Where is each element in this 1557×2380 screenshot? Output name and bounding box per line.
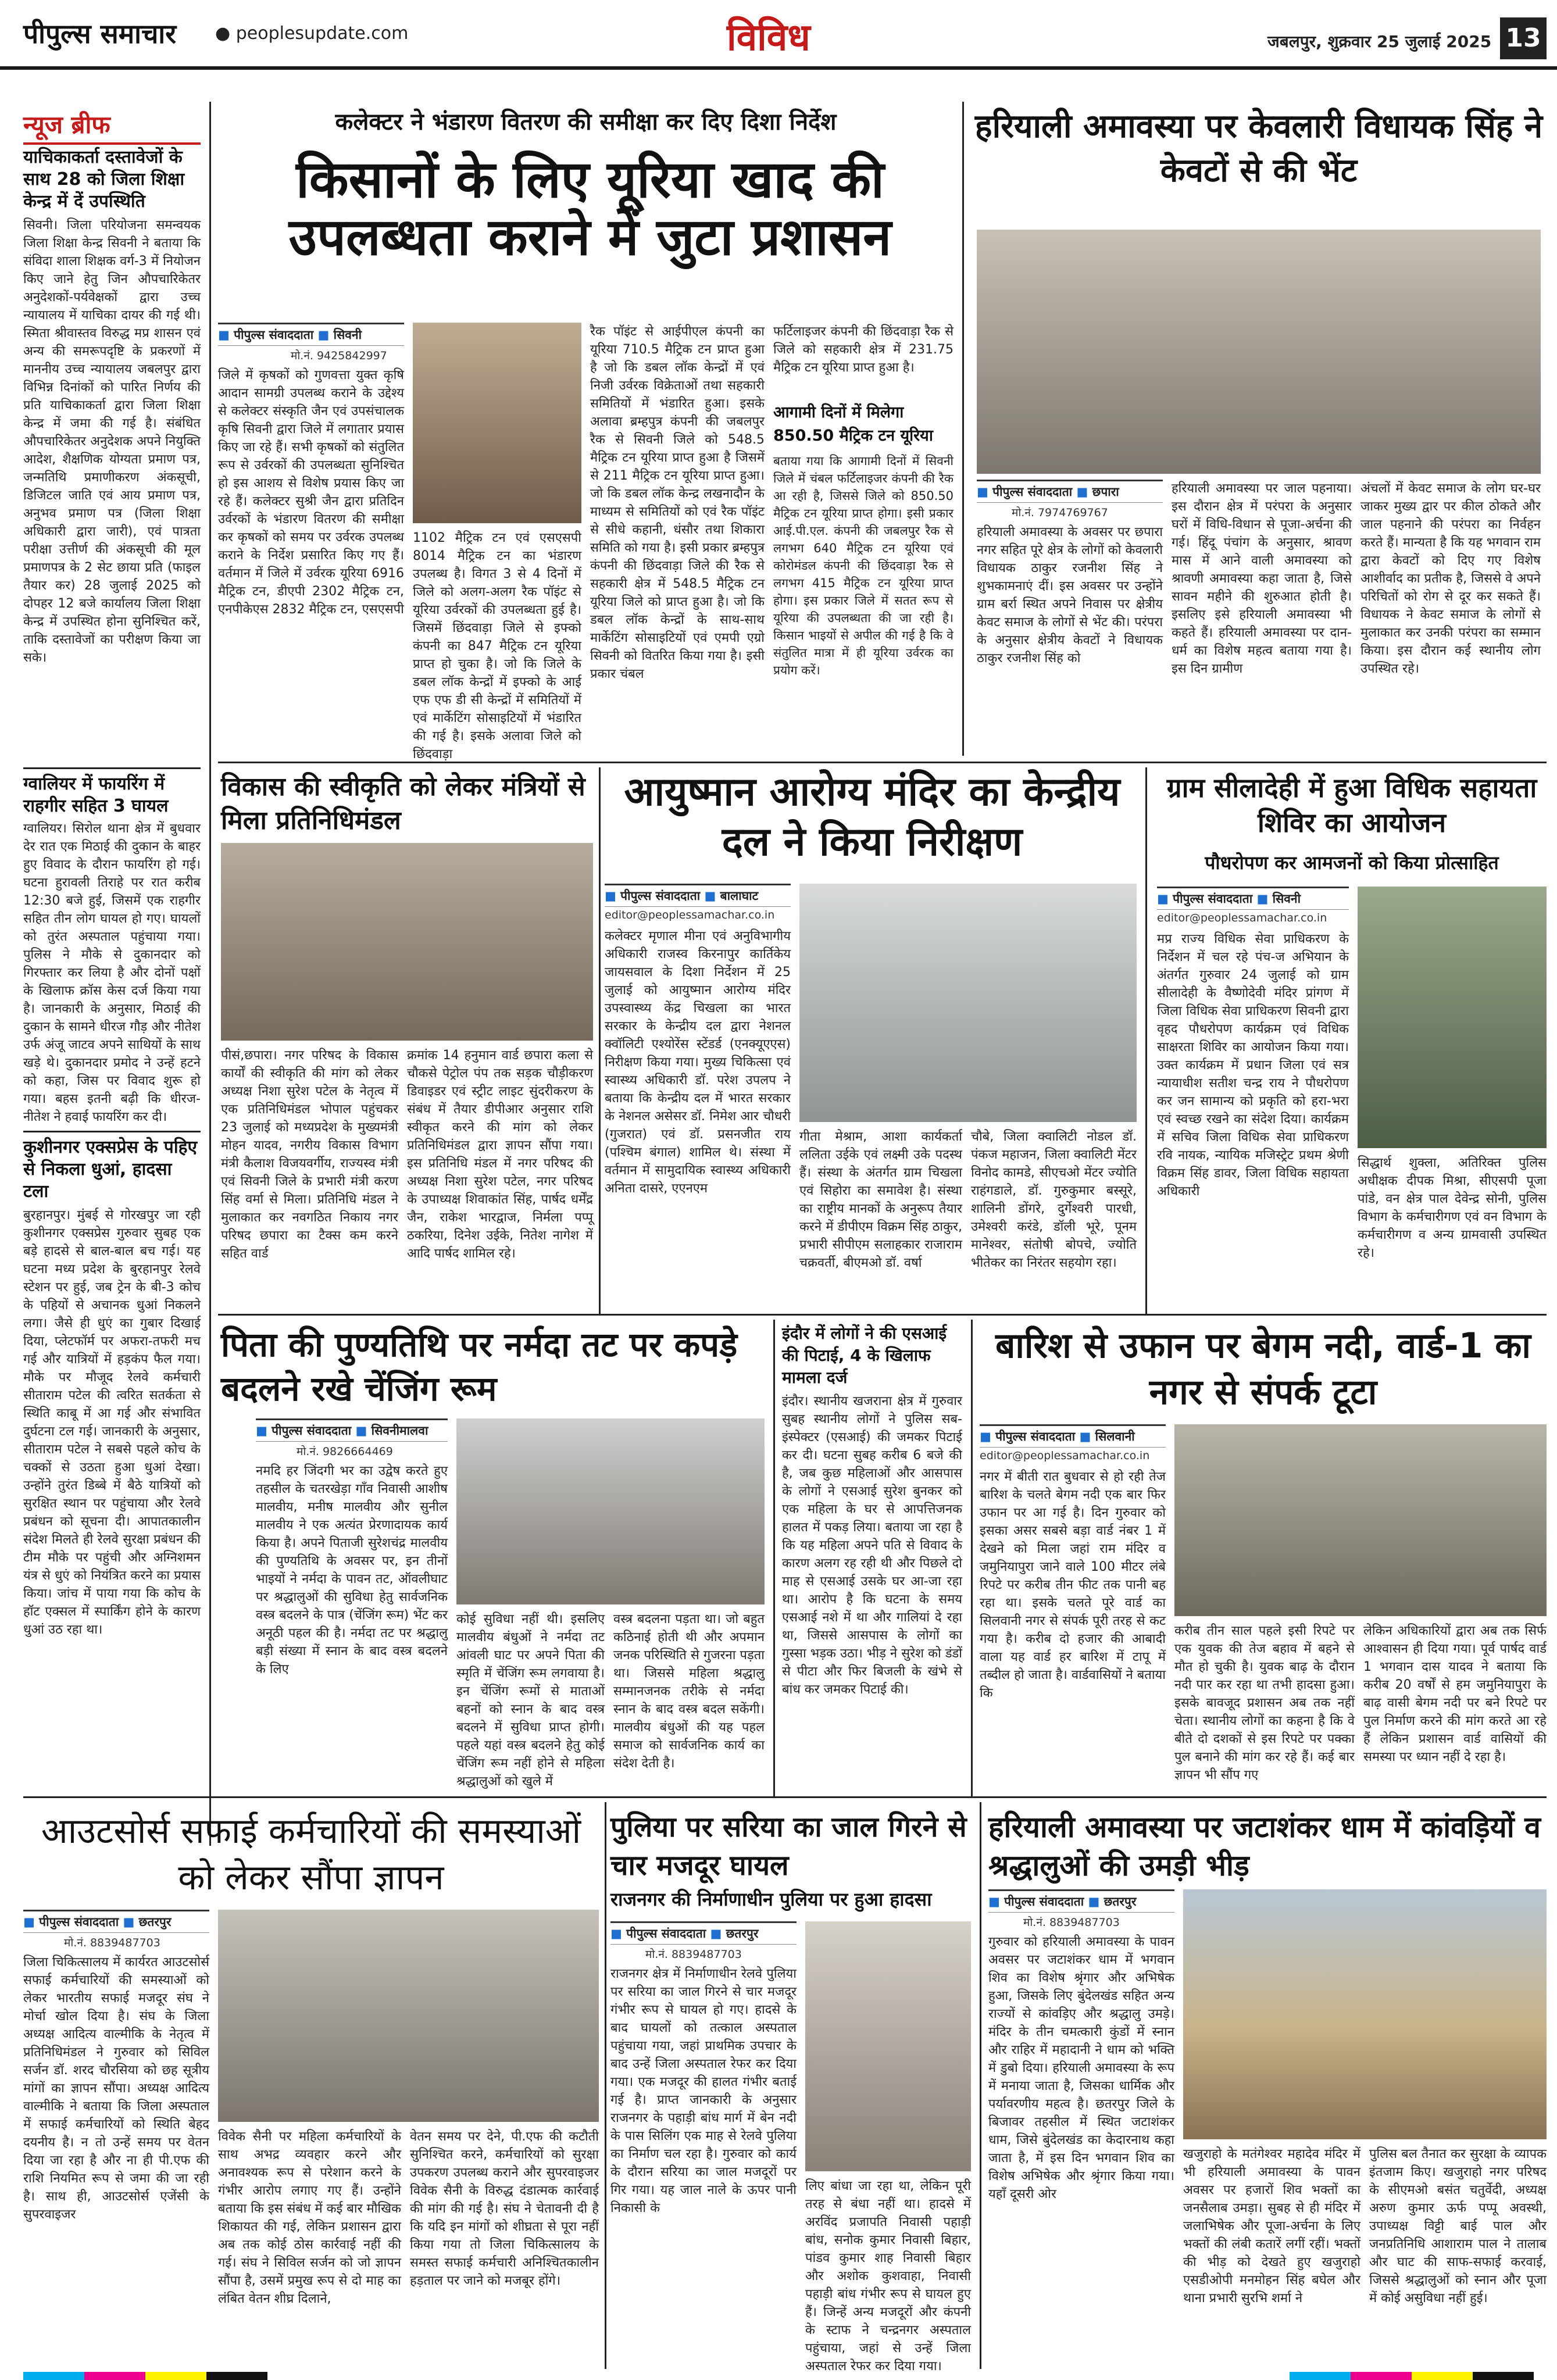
article-body: कोई सुविधा नहीं थी। इसलिए मालवीय बंधुओं ने नर्मदा तट आंवली घाट पर अपने पिता की स्मृति में चेंजिंग रूम लगवाया है। इन चेंजिंग रूमों से माताओं बहनों को स्नान के बाद वस्त्र बदलने में सुविधा प्राप्त होगी। पहले यहां वस्त्र बदलने हेतु कोई चेंजिंग रूम नहीं होने से महिला श्रद्धालुओं को खुले में <box>456 1612 605 1789</box>
dateline-place: छतरपुर <box>726 1927 759 1941</box>
byline <box>256 1418 448 1442</box>
plantation-photo <box>1358 887 1547 1148</box>
article-body: वेतन समय पर देने, पी.एफ की कटौती सुनिश्चित करने, कर्मचारियों को सुरक्षा उपकरण उपलब्ध कराने और सुपरवाइजर विवेक सैनी के विरुद्ध दंडात्मक कार्रवाई की मांग की गई है। संघ ने चेतावनी दी है कि यदि इन मांगों को शीघ्रता से पूरा नहीं किया गया तो जिला चिकित्सालय के समस्त सफाई कर्मचारी अनिश्चितकालीन हड़ताल पर जाने को मजबूर होंगे। <box>410 2129 599 2288</box>
memorandum-photo <box>218 1910 599 2122</box>
dateline-place: छतरपुर <box>1104 1895 1137 1909</box>
bullet-icon: ■ <box>1076 485 1088 499</box>
article-headline: इंदौर में लोगों ने की एसआई की पिटाई, 4 के खिलाफ मामला दर्ज <box>782 1324 947 1387</box>
dateline-place: छपारा <box>1092 485 1119 499</box>
byline <box>1157 887 1349 910</box>
article-body: वस्त्र बदलना पड़ता था। जो बहुत कठिनाई होती थी और अपमान जनक परिस्थिति से गुजरना पड़ता था। जिससे महिला श्रद्धालु सम्मानजनक तरीके से नर्मदा स्नान के बाद वस्त्र बदल सकेंगी। मालवीय बंधुओं की यह पहल समाज को सार्वजनिक कार्य का संदेश देती है। <box>613 1612 765 1771</box>
divider <box>23 767 201 769</box>
article-subhead: आगामी दिनों में मिलेगा 850.50 मैट्रिक टन यूरिया <box>773 403 933 445</box>
article-body: नगर में बीती रात बुधवार से हो रही तेज बारिश के चलते बेगम नदी एक बार फिर उफान पर आ गई है। दिन गुरुवार को इसका असर सबसे बड़ा वार्ड नंबर 1 में देखने को मिला जहां राम मंदिर व जमुनियापुरा जाने वाले 100 मीटर लंबे रिपटे पर करीब तीन फीट तक पानी बह रहा था। इसके चलते पूरे वार्ड का सिलवानी नगर से संपर्क पूरी तरह से कट गया है। करीब दो हजार की आबादी वाला यह वार्ड हर बारिश में टापू में तब्दील हो जाता है। वार्डवासियों ने बताया कि <box>980 1470 1166 1700</box>
reporter-mobile: मो.नं. 8839487703 <box>64 1936 160 1949</box>
byline <box>977 480 1163 503</box>
collector-photo <box>413 323 581 523</box>
byline <box>605 884 791 907</box>
reporter: पीपुल्स संवाददाता <box>620 889 701 903</box>
bullet-icon: ■ <box>23 1915 40 1929</box>
article-body: कलेक्टर मृणाल मीना एवं अनुविभागीय अधिकारी राजस्व किरनापुर कार्तिकेय जायसवाल के दिशा निर्देशन में 25 जुलाई को आयुष्मान आरोग्य मंदिर उपस्वास्थ्य केंद्र चिखला का भारत सरकार के केन्द्रीय दल द्वारा नेशनल क्वॉलिटी एश्योरेंस स्टेंडर्ड (एनक्यूएएस) निरीक्षण किया गया। मुख्य चिकित्सा एवं स्वास्थ्य अधिकारी डॉ. परेश उपलप ने बताया कि केन्द्रीय दल में भारत सरकार के नेशनल असेसर डॉ. निमेश आर चौधरी (गुजरात) एवं डॉ. प्रसनजीत राय (पश्चिम बंगाल) शामिल थे। संस्था में वर्तमान में सामुदायिक स्वास्थ्य अधिकारी अनिता दासरे, एएनएम <box>605 929 791 1196</box>
article-body: बताया गया कि आगामी दिनों में सिवनी जिले में चंबल फर्टिलाइजर कंपनी की रैक आ रही है, जिससे जिले को 850.50 मैट्रिक टन यूरिया प्राप्त होगा। इसी प्रकार आई.पी.एल. कंपनी की जबलपुर रैक से लगभग 640 मैट्रिक टन यूरिया एवं कोरोमंडल कंपनी की छिंदवाड़ा रैक से लगभग 415 मैट्रिक टन यूरिया प्राप्त होगा। इस प्रकार जिले में सतत रूप से यूरिया की उपलब्धता की जा रही है। किसान भाइयों से अपील की गई है कि वे संतुलित मात्रा में ही यूरिया उर्वरक का प्रयोग करें। <box>773 454 954 677</box>
brief-item-text: बुरहानपुर। मुंबई से गोरखपुर जा रही कुशीनगर एक्सप्रेस गुरुवार सुबह एक बड़े हादसे से बाल-बाल बच गई। यह घटना मध्य प्रदेश के बुरहानपुर रेलवे स्टेशन पर हुई, जब ट्रेन के बी-3 कोच के पहियों से अचानक धुआं निकलने लगा। जैसे ही धुएं का गुबार दिखाई दिया, प्लेटफॉर्म पर अफरा-तफरी मच गई और यात्रियों में हड़कंप फैल गया। मौके पर मौजूद रेलवे कर्मचारी सीताराम पटेल की त्वरित सतर्कता से स्थिति काबू में आ गई और संभावित दुर्घटना टल गई। जानकारी के अनुसार, सीताराम पटेल ने सबसे पहले कोच के चक्कों से उठता हुआ धुआं देखा। उन्होंने तुरंत डिब्बे में बैठे यात्रियों को सुरक्षित स्थान पर पहुंचाया और रेलवे प्रबंधन को सूचना दी। आपातकालीन संदेश मिलते ही रेलवे सुरक्षा प्रबंधन की टीम मौके पर पहुंची और अग्निशमन यंत्र से धुएं को नियंत्रित करने का प्रयास किया। जांच में पाया गया कि कोच के हॉट एक्सल में स्पार्किंग होने के कारण धुआं उठ रहा था। <box>23 1208 201 1637</box>
article-headline: आउटसोर्स सफाई कर्मचारियों की समस्याओं को लेकर सौंपा ज्ञापन <box>41 1811 581 1898</box>
article-body: लिए बांधा जा रहा था, लेकिन पूरी तरह से बंधा नहीं था। हादसे में अरविंद प्रजापति निवासी पहाड़ी बांध, सनोक कुमार निवासी बिहार, पांडव कुमार शाह निवासी बिहार और अशोक कुशवाहा, निवासी पहाड़ी बांध गंभीर रूप से घायल हुए हैं। जिन्हें अन्य मजदूरों और कंपनी के स्टाफ ने चन्द्रनगर अस्पताल पहुंचाया, जहां से उन्हें जिला अस्पताल रेफर कर दिया गया। <box>805 2179 971 2374</box>
bullet-icon: ■ <box>977 485 993 499</box>
bullet-icon: ■ <box>317 328 330 342</box>
issue-date: जबलपुर, शुक्रवार 25 जुलाई 2025 <box>1267 32 1492 51</box>
article-body: पुलिस बल तैनात कर सुरक्षा के व्यापक इंतजाम किए। खजुराहो नगर परिषद के सीएमओ बसंत चतुर्वेदी, अध्यक्ष अरुण कुमार ऊर्फ पप्पू अवस्थी, उपाध्यक्ष विट्टी बाई पाल और जनप्रतिनिधि आशाराम पाल ने तालाब और घाट की साफ-सफाई करवाई, जिससे श्रद्धालुओं को स्नान और पूजा में कोई असुविधा नहीं हुई। <box>1369 2147 1547 2306</box>
bullet-icon: ■ <box>355 1424 367 1438</box>
bullet-icon: ■ <box>1088 1895 1100 1909</box>
bullet-icon: ■ <box>710 1927 722 1941</box>
bullet-icon: ■ <box>980 1430 996 1443</box>
byline <box>23 1910 209 1933</box>
article-body: फर्टिलाइजर कंपनी की छिंदवाड़ा रैक से जिले को सहकारी क्षेत्र में 231.75 मैट्रिक टन यूरिया प्राप्त हुआ है। <box>773 324 954 375</box>
flooded-river-photo <box>1174 1424 1547 1616</box>
column-divider <box>962 102 964 756</box>
brief-rule <box>23 142 201 145</box>
article-body: लेकिन अधिकारियों द्वारा अब तक सिर्फ आश्वासन ही दिया गया। पूर्व पार्षद वार्ड 1 भगवान दास यादव ने बताया कि करीब 20 वर्षों से हम जमुनियापुरा के बाढ़ वासी बेगम नदी पर बने रिपटे पर पुल निर्माण करने की मांग करते आ रहे हैं लेकिन प्रशासन वार्ड वासियों की समस्या पर ध्यान नहीं दे रहा है। <box>1363 1624 1547 1764</box>
article-headline: पिता की पुण्यतिथि पर नर्मदा तट पर कपड़े बदलने रखे चेंजिंग रूम <box>221 1325 738 1409</box>
article-body: अंचलों में केवट समाज के लोग घर-घर जाकर मुख्य द्वार पर कील ठोकते और जाल पहनाने की परंपरा का निर्वहन करते हैं। मान्यता है कि यह भगवान राम द्वारा केवटों को दिए गए विशेष आशीर्वाद का प्रतीक है, जिससे वे अपने परिचितों को रोग से दूर कर सकते हैं। विधायक ने केवट समाज के लोगों से मुलाकात कर उनकी परंपरा का सम्मान किया। इस दौरान कई स्थानीय लोग उपस्थित रहे। <box>1360 481 1541 676</box>
reporter: पीपुल्स संवाददाता <box>272 1424 352 1438</box>
article-headline: हरियाली अमावस्या पर केवलारी विधायक सिंह ने केवटों से की भेंट <box>974 108 1543 190</box>
brief-item-title: कुशीनगर एक्सप्रेस के पहिए से निकला धुआं, हादसा टला <box>23 1137 198 1202</box>
print-color-strip <box>1290 2372 1534 2380</box>
reporter-email[interactable]: editor@peoplessamachar.co.in <box>1157 912 1327 924</box>
section-divider <box>218 762 1547 763</box>
reporter: पीपुल्स संवाददाता <box>992 485 1073 499</box>
page-number: 13 <box>1500 17 1547 59</box>
reporter: पीपुल्स संवाददाता <box>1004 1895 1084 1909</box>
article-headline: पुलिया पर सरिया का जाल गिरने से चार मजदूर घायल <box>610 1811 967 1882</box>
reporter: पीपुल्स संवाददाता <box>626 1927 706 1941</box>
bullet-icon: ■ <box>988 1895 1005 1909</box>
mla-meeting-photo <box>977 230 1541 474</box>
section-title: विविध <box>727 16 810 59</box>
dateline-place: बालाघाट <box>720 889 759 903</box>
inspection-photo <box>799 884 1137 1122</box>
reporter-mobile: मो.नं. 8839487703 <box>1023 1916 1120 1929</box>
article-body: विवेक सैनी पर महिला कर्मचारियों के साथ अभद्र व्यवहार करने और अनावश्यक रूप से परेशान करने के गंभीर आरोप लगाए गए हैं। उन्होंने बताया कि इस संबंध में कई बार मौखिक शिकायत की गई, लेकिन प्रशासन द्वारा अब तक कोई ठोस कार्रवाई नहीं की गई। संघ ने सिविल सर्जन को जो ज्ञापन सौंपा है, उसमें प्रमुख रूप से दो माह का लंबित वेतन शीघ्र दिलाने, <box>218 2129 401 2306</box>
article-body: नमदि हर जिंदगी भर का उद्वेष करते हुए तहसील के चतरखेड़ा गाँव निवासी आशीष मालवीय, मनीष मालवीय और सुनील मालवीय ने एक अत्यंत प्रेरणादायक कार्य किया है। अपने पिताजी सुरेशचंद्र मालवीय की पुण्यतिथि के अवसर पर, इन तीनों भाइयों ने नर्मदा के पावन तट, ऑवलीघाट पर श्रद्धालुओं की सुविधा हेतु सार्वजनिक वस्त्र बदलने के पात्र (चेंजिंग रूम) भेंट कर अनूठी पहल की है। नर्मदा तट पर श्रद्धालु बड़ी संख्या में स्नान के बाद वस्त्र बदलने के लिए <box>256 1464 448 1677</box>
bullet-icon: ■ <box>1157 892 1173 906</box>
byline <box>610 1921 797 1945</box>
bullet-icon: ■ <box>1079 1430 1091 1443</box>
reporter-mobile: मो.नं. 9826664469 <box>297 1445 393 1458</box>
dateline-place: सिलवानी <box>1095 1430 1135 1443</box>
article-body: 1102 मैट्रिक टन एवं एसएसपी 8014 मैट्रिक टन का भंडारण उपलब्ध है। विगत 3 से 4 दिनों में जिले को अलग-अलग रैक पॉइंट से यूरिया उर्वरकों की उपलब्धता हुई है। जिसमें छिंदवाड़ा जिले से इफ्को कंपनी का 847 मैट्रिक टन यूरिया प्राप्त हो चुका है। जो कि जिले के डबल लॉक केन्द्रों में इफ्को के आई एफ एफ डी सी केन्द्रों में समितियों में एवं मार्केटिंग सोसाइटियों में भंडारित की गई है। इसके अलावा जिले को छिंदवाड़ा <box>413 531 581 762</box>
article-subhead: पौधरोपण कर आमजनों को किया प्रोत्साहित <box>1205 852 1499 874</box>
article-body: मप्र राज्य विधिक सेवा प्राधिकरण के निर्देशन में चल रहे पंच-ज अभियान के अंतर्गत गुरुवार 24 जुलाई को ग्राम सीलादेही के वैष्णोदेवी मंदिर प्रांगण में जिला विधिक सेवा प्राधिकरण सिवनी द्वारा वृहद पौधरोपण कार्यक्रम एवं विधिक साक्षरता शिविर का आयोजन किया गया। उक्त कार्यक्रम में प्रधान जिला एवं सत्र न्यायाधीश सतीश चन्द्र राय ने पौधरोपण कर जन सामान्य को प्रकृति को हरा-भरा एवं स्वच्छ रखने का संदेश दिया। कार्यक्रम में सचिव जिला विधिक सेवा प्राधिकरण रवि नायक, न्यायिक मजिस्ट्रेट प्रथम श्रेणी विक्रम सिंह डावर, जिला विधिक सहायता अधिकारी <box>1157 932 1349 1199</box>
article-headline: हरियाली अमावस्या पर जटाशंकर धाम में कांवड़ियों व श्रद्धालुओं की उमड़ी भीड़ <box>988 1810 1541 1882</box>
reporter-mobile: मो.नं. 9425842997 <box>291 349 387 362</box>
bullet-icon: ■ <box>610 1927 627 1941</box>
brief-item-title: ग्वालियर में फायरिंग में राहगीर सहित 3 घायल <box>23 774 169 816</box>
reporter: पीपुल्स संवाददाता <box>234 328 314 342</box>
article-headline: बारिश से उफान पर बेगम नदी, वार्ड-1 का नगर से संपर्क टूटा <box>995 1325 1531 1413</box>
byline <box>980 1424 1166 1448</box>
brief-item-text: ग्वालियर। सिरोल थाना क्षेत्र में बुधवार देर रात एक मिठाई की दुकान के बाहर हुए विवाद के दौरान फायरिंग हो गई। घटना हुरावली तिराहे पर रात करीब 12:30 बजे हुई, जिसमें एक राहगीर सहित तीन लोग घायल हो गए। घायलों को तुरंत अस्पताल पहुंचाया गया। पुलिस ने मौके से दुकानदार को गिरफ्तार कर लिया है और दोनों पक्षों के खिलाफ क्रॉस केस दर्ज किया गया है। जानकारी के अनुसार, मिठाई की दुकान के सामने धीरज गौड़ और नीतेश उर्फ अंजू जाटव अपने साथियों के साथ खड़े थे। दुकानदार प्रमोद ने उन्हें हटने को कहा, जिस पर विवाद शुरू हो गया। बहस इतनी बढ़ी कि धीरज-नीतेश ने हवाई फायरिंग कर दी। <box>23 821 201 1124</box>
bullet-icon: ■ <box>123 1915 135 1929</box>
dateline-place: सिवनी <box>333 328 362 342</box>
article-subhead: राजनगर की निर्माणाधीन पुलिया पर हुआ हादसा <box>610 1888 932 1910</box>
article-body: करीब तीन साल पहले इसी रिपटे पर एक युवक की तेज बहाव में बहने से मौत हो चुकी है। युवक बाढ़ के दौरान नदी पार कर रहा था तभी हादसा हुआ। इसके बावजूद प्रशासन अब तक नहीं चेता। स्थानीय लोगों का कहना है कि वे बीते दो दशकों से इस रिपटे पर पक्का पुल बनाने की मांग कर रहे हैं। कई बार ज्ञापन भी सौंप गए <box>1174 1624 1355 1782</box>
column-divider <box>980 1802 981 2369</box>
section-divider <box>23 1796 1547 1798</box>
article-headline: ग्राम सीलादेही में हुआ विधिक सहायता शिविर का आयोजन <box>1166 772 1537 838</box>
reporter-mobile: मो.नं. 8839487703 <box>645 1948 742 1961</box>
article-kicker: कलेक्टर ने भंडारण वितरण की समीक्षा कर दिए दिशा निर्देश <box>335 109 837 135</box>
bullet-icon: ■ <box>704 889 716 903</box>
article-body: जिले में कृषकों को गुणवत्ता युक्त कृषि आदान सामग्री उपलब्ध कराने के उद्देश्य से कलेक्टर संस्कृति जैन एवं उपसंचालक कृषि सिवनी द्वारा जिले में लगातार प्रयास किए जा रहे हैं। सभी कृषकों को संतुलित रूप से उर्वरकों की उपलब्धता सुनिश्चित हो इस आशय से विशेष प्रयास किए जा रहे हैं। कलेक्टर सुश्री जैन द्वारा प्रतिदिन उर्वरकों के भंडारण वितरण की समीक्षा कर कृषकों को समय पर उर्वरक उपलब्ध कराने के निर्देश प्रसारित किए गए हैं। वर्तमान में जिले में उर्वरक यूरिया 6916 मैट्रिक टन, डीएपी 2302 मैट्रिक टन, एनपीकेएस 2832 मैट्रिक टन, एसएसपी <box>218 368 404 617</box>
article-body: राजनगर क्षेत्र में निर्माणाधीन रेलवे पुलिया पर सरिया का जाल गिरने से चार मजदूर गंभीर रूप से घायल हो गए। हादसे के बाद घायलों को तत्काल अस्पताल पहुंचाया गया, जहां प्राथमिक उपचार के बाद उन्हें जिला अस्पताल रेफर कर दिया गया। एक मजदूर की हालत गंभीर बताई गई है। प्राप्त जानकारी के अनुसार राजनगर के पहाड़ी बांध मार्ग में बेन नदी के पास सिलिंग एक माह से रेलवे पुलिया का निर्माण चल रहा है। गुरुवार को कार्य के दौरान सरिया का जाल मजदूरों पर गिर गया। यह जाल नाले के ऊपर पानी निकासी के <box>610 1967 797 2215</box>
reporter: पीपुल्स संवाददाता <box>1173 892 1253 906</box>
news-brief-label: न्यूज ब्रीफ <box>23 110 110 139</box>
article-body: रैक पॉइंट से आईपीएल कंपनी का यूरिया 710.5 मैट्रिक टन प्राप्त हुआ है जो कि डबल लॉक केन्द्रों में एवं निजी उर्वरक विक्रेताओं तथा सहकारी समितियों में भंडारित हुआ। इसके अलावा ब्रम्हपुत्र कंपनी की जबलपुर रैक से सिवनी जिले को 548.5 मैट्रिक टन यूरिया प्राप्त हुआ है जिसमें से 211 मैट्रिक टन यूरिया प्राप्त हुआ। जो कि डबल लॉक केन्द्र लखनादौन के माध्यम से समितियों को एवं रैक पॉइंट से सीधे कहानी, धंसौर तथा शिकारा समिति को गया है। इसी प्रकार ब्रम्हपुत्र कंपनी की छिंदवाड़ा जिले की रैक से सहकारी क्षेत्र में 548.5 मैट्रिक टन यूरिया जिले को प्राप्त हुआ है। जो कि डबल लॉक केन्द्रों के साथ-साथ मार्केटिंग सोसाइटियों एवं एमपी एग्रो सिवनी को वितरित किया गया है। इसी प्रकार चंबल <box>590 324 765 681</box>
globe-icon: ● <box>215 23 236 44</box>
dateline-place: छतरपुर <box>138 1915 172 1929</box>
delegation-photo <box>221 843 593 1041</box>
bullet-icon: ■ <box>218 328 234 342</box>
article-body: हरियाली अमावस्या पर जाल पहनाया। इस दौरान क्षेत्र में परंपरा के अनुसार घरों में विधि-विधान से पूजा-अर्चना की गई। हिंदू पंचांग के अनुसार, श्रावण मास में आने वाली अमावस्या को श्रावणी अमावस्या कहा जाता है, जिसे सावन महीने की शुरुआत होती है। इसलिए इसे हरियाली अमावस्या भी कहते हैं। हरियाली अमावस्या पर दान-धर्म का विशेष महत्व बताया गया है। इस दिन ग्रामीण <box>1172 481 1352 676</box>
article-body: चौबे, जिला क्वालिटी नोडल डॉ. पंकज महाजन, जिला क्वालिटी मेंटर विनोद कामडे, सीएचओ मेंटर ज्योति राहंगडाले, डॉ. गुरुकुमार बस्सूरे, शालिनी डोंगरे, दुर्गेश्वरी पारधी, उमेश्वरी करंडे, डॉली भूरे, पूनम मानेश्वर, संतोषी बोपचे, ज्योति भीतेकर का निरंतर सहयोग रहा। <box>971 1130 1137 1270</box>
reporter-email[interactable]: editor@peoplessamachar.co.in <box>605 909 775 921</box>
article-headline: विकास की स्वीकृति को लेकर मंत्रियों से मिला प्रतिनिधिमंडल <box>221 772 585 835</box>
article-body: इंदौर। स्थानीय खजराना क्षेत्र में गुरुवार सुबह स्थानीय लोगों ने पुलिस सब-इंस्पेक्टर (एसआई) की जमकर पिटाई कर दी। घटना सुबह करीब 6 बजे की है, जब कुछ महिलाओं और आसपास के लोगों ने एसआई सुरेश बुनकर को एक महिला के घर से आपत्तिजनक हालत में पकड़ लिया। बताया जा रहा है कि यह महिला अपने पति से विवाद के कारण अलग रह रही थी और पिछले दो माह से एसआई उसके घर आ-जा रहा था। आरोप है कि घटना के समय एसआई नशे में था और गालियां दे रहा था, जिससे आसपास के लोगों का गुस्सा भड़क उठा। भीड़ ने सुरेश को डंडों से पीटा और फिर बिजली के खंभे से बांध कर जमकर पिटाई की। <box>782 1394 962 1697</box>
column-divider <box>971 1320 973 1796</box>
column-divider <box>209 102 211 1846</box>
brief-item-title: याचिकाकर्ता दस्तावेजों के साथ 28 को जिला शिक्षा केन्द्र में दें उपस्थिति <box>23 147 185 212</box>
newspaper-logo: पीपुल्स समाचार <box>23 18 177 49</box>
masthead <box>0 0 1557 70</box>
column-divider <box>773 1320 775 1796</box>
reporter: पीपुल्स संवाददाता <box>39 1915 119 1929</box>
bullet-icon: ■ <box>1256 892 1269 906</box>
column-divider <box>605 1802 606 2369</box>
byline <box>218 323 404 346</box>
divider <box>23 1131 201 1132</box>
reporter-email[interactable]: editor@peoplessamachar.co.in <box>980 1449 1150 1462</box>
changing-room-photo <box>456 1418 765 1604</box>
article-body: पीसं,छपारा। नगर परिषद के विकास कार्यों की स्वीकृति की मांग को लेकर अध्यक्ष निशा सुरेश पटेल के नेतृत्व में एक प्रतिनिधिमंडल भोपाल पहुंचकर 23 जुलाई को मध्यप्रदेश के मुख्यमंत्री मोहन यादव, नगरीय विकास विभाग मंत्री कैलाश विजयवर्गीय, राज्यस्व मंत्री एवं सिवनी जिले के प्रभारी मंत्री करण सिंह वर्मा से मिला। प्रतिनिधि मंडल ने मुलाकात कर नवगठित निकाय नगर परिषद छपारा का टैक्स कम करने सहित वार्ड <box>221 1048 398 1261</box>
reporter: पीपुल्स संवाददाता <box>995 1430 1076 1443</box>
article-body: जिला चिकित्सालय में कार्यरत आउटसोर्स सफाई कर्मचारियों की समस्याओं को लेकर भारतीय सफाई मजदूर संघ ने मोर्चा खोल दिया है। संघ के जिला अध्यक्ष आदित्य वाल्मीकि के नेतृत्व में प्रतिनिधिमंडल ने गुरुवार को सिविल सर्जन डॉ. शरद चौरसिया को छह सूत्रीय मांगों का ज्ञापन सौंपा। अध्यक्ष आदित्य वाल्मीकि ने बताया कि जिला अस्पताल में सफाई कर्मचारियों को स्थिति बेहद दयनीय है। न तो उन्हें समय पर वेतन दिया जा रहा है और ना ही पी.एफ की राशि नियमित रूप से जमा की जा रही है। साथ ही, आउटसोर्स एजेंसी के सुपरवाइजर <box>23 1955 209 2222</box>
website-link[interactable] <box>215 23 408 44</box>
bullet-icon: ■ <box>256 1424 272 1438</box>
article-body: हरियाली अमावस्या के अवसर पर छपारा नगर सहित पूरे क्षेत्र के लोगों को केवलारी विधायक ठाकुर रजनीश सिंह ने शुभकामनाएं दीं। इस अवसर पर उन्होंने ग्राम बर्रा स्थित अपने निवास पर क्षेत्रीय केवट समाज के लोगों से भेंट की। परंपरा के अनुसार क्षेत्रीय केवटों ने विधायक ठाकुर रजनीश सिंह को <box>977 525 1163 666</box>
article-headline: किसानों के लिए यूरिया खाद की उपलब्धता कराने में जुटा प्रशासन <box>288 149 892 267</box>
injured-worker-photo <box>805 1921 971 2171</box>
section-divider <box>218 1314 1547 1316</box>
article-body: गुरुवार को हरियाली अमावस्या के पावन अवसर पर जटाशंकर धाम में भगवान शिव का विशेष श्रृंगार और अभिषेक हुआ, जिसके लिए बुंदेलखंड सहित अन्य राज्यों से कांवड़िए और श्रद्धालु उमड़े। मंदिर के तीन चमत्कारी कुंडों में स्नान और राहिर में महादानी ने धाम को भक्ति में डुबो दिया। हरियाली अमावस्या के रूप में मनाया जाता है, जिसका धार्मिक और पर्यावरणीय महत्व है। छतरपुर जिले के बिजावर तहसील में स्थित जटाशंकर धाम, जिसे बुंदेलखंड का केदारनाथ कहा जाता है, में इस दिन भगवान शिव का विशेष अभिषेक और श्रृंगार किया गया। यहाँ दूसरी ओर <box>988 1935 1174 2202</box>
brief-item-text: सिवनी। जिला परियोजना समन्वयक जिला शिक्षा केन्द्र सिवनी ने बताया कि संविदा शाला शिक्षक वर्ग-3 में नियोजन किए जाने हेतु जिन औपचारिकेतर अनुदेशकों-पर्यवेक्षकों द्वारा उच्च न्यायालय में याचिका दायर की गई थी। स्मिता श्रीवास्तव विरुद्ध मप्र शासन एवं अन्य की समरूपदृष्टि के प्रकरणों में माननीय उच्च न्यायालय जबलपुर द्वारा विभिन्न दिनांकों को पारित निर्णय की प्रति याचिकाकर्ता द्वारा जिला शिक्षा केन्द्र में जमा की गई है। संबंधित औपचारिकेतर अनुदेशक अपने नियुक्ति आदेश, शैक्षणिक योग्यता प्रमाण पत्र, जन्मतिथि प्रमाणीकरण अंकसूची, डिजिटल जाति एवं आय प्रमाण पत्र, अनुभव प्रमाण पत्र (जिला शिक्षा अधिकारी द्वारा जारी), एवं पात्रता परीक्षा उत्तीर्ण की अंकसूची की मूल प्रमाणपत्र के 2 सेट छाया प्रति (फाइल तैयार कर) 28 जुलाई 2025 को दोपहर 12 बजे कार्यालय जिला शिक्षा केन्द्र में उपस्थित होना सुनिश्चित करें, ताकि दस्तावेजों का परीक्षण किया जा सके। <box>23 218 201 665</box>
byline <box>988 1889 1174 1913</box>
column-divider <box>599 767 601 1314</box>
column-divider <box>1145 767 1147 1314</box>
article-headline: आयुष्मान आरोग्य मंदिर का केन्द्रीय दल ने किया निरीक्षण <box>624 769 1120 865</box>
bullet-icon: ■ <box>605 889 621 903</box>
article-body: खजुराहो के मतंगेश्वर महादेव मंदिर में भी हरियाली अमावस्या के पावन अवसर पर हजारों शिव भक्तों का जनसैलाब उमड़ा। सुबह से ही मंदिर में जलाभिषेक और पूजा-अर्चना के लिए भक्तों की लंबी कतारें लगीं रहीं। भक्तों की भीड़ को देखते हुए खजुराहो एसडीओपी मनमोहन सिंह बघेल और थाना प्रभारी सुरभि शर्मा ने <box>1183 2147 1360 2306</box>
dateline-place: सिवनीमालवा <box>371 1424 428 1438</box>
article-body: गीता मेश्राम, आशा कार्यकर्ता ललिता उईके एवं लक्ष्मी उके पदस्थ हैं। संस्था के अंतर्गत ग्राम चिखला एवं सिहोरा का समावेश है। संस्था का राष्ट्रीय मानकों के अनुरूप तैयार करने में डीपीएम विक्रम सिंह ठाकुर, प्रभारी सीपीएम सलाहकार राजाराम चक्रवर्ती, बीएमओ डॉ. वर्षा <box>799 1130 962 1270</box>
dateline-place: सिवनी <box>1272 892 1301 906</box>
temple-crowd-photo <box>1183 1889 1547 2139</box>
print-color-strip <box>23 2372 267 2380</box>
article-body: क्रमांक 14 हनुमान वार्ड छपारा कला से चौकसे पेट्रोल पंप तक सड़क चौड़ीकरण डिवाइडर एवं स्ट्रीट लाइट सुंदरीकरण के संबंध में तैयार डीपीआर अनुसार राशि स्वीकृत करने की मांग को लेकर प्रतिनिधिमंडल द्वारा ज्ञापन सौंपा गया। इस प्रतिनिधि मंडल में नगर परिषद की अध्यक्ष निशा सुरेश पटेल, नगर परिषद के उपाध्यक्ष शिवाकांत सिंह, पार्षद धर्मेंद्र जैन, राकेश भारद्वाज, निर्मला पप्पू ठकरिया, दिनेश उईके, नितेश नागेश में आदि पार्षद शामिल रहे। <box>407 1048 593 1261</box>
reporter-mobile: मो.नं. 7974769767 <box>1012 506 1108 519</box>
article-body: सिद्धार्थ शुक्ला, अतिरिक्त पुलिस अधीक्षक दीपक मिश्रा, सीएसपी पूजा पांडे, वन क्षेत्र पाल देवेन्द्र सोनी, पुलिस विभाग के कर्मचारीगण एवं वन विभाग के कर्मचारीगण व अन्य ग्रामवासी उपस्थित रहे। <box>1358 1156 1547 1260</box>
website-text: peoplesupdate.com <box>235 23 409 44</box>
